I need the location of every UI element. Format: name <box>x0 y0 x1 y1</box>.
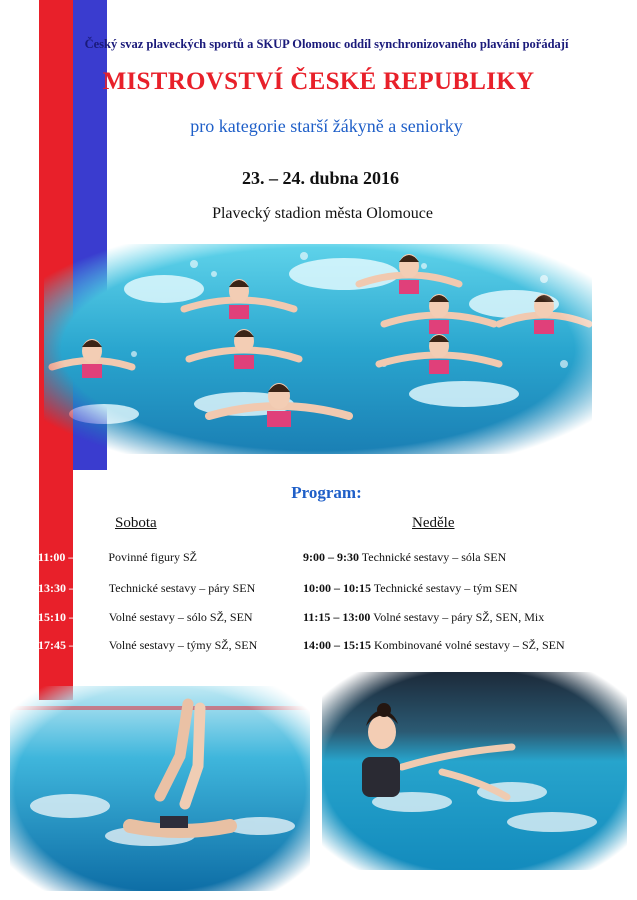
schedule-event: Volné sestavy – sólo SŽ, SEN <box>108 610 253 624</box>
schedule-row <box>38 638 257 653</box>
schedule-time: 15:10 – 17:00 <box>38 610 106 624</box>
team-swimmers-photo <box>44 244 592 454</box>
schedule-row <box>38 610 253 625</box>
schedule-time: 17:45 – 18:45 <box>38 638 106 652</box>
schedule-row <box>303 610 544 625</box>
event-dates: 23. – 24. dubna 2016 <box>241 168 400 188</box>
solo-swimmer-photo <box>322 672 627 870</box>
subtitle: pro kategorie starší žákyně a seniorky <box>190 116 463 136</box>
schedule-event: Technické sestavy – sóla SEN <box>361 550 507 564</box>
schedule-row <box>38 550 197 565</box>
schedule-event: Povinné figury SŽ <box>108 550 198 564</box>
schedule-row <box>303 550 506 565</box>
schedule-time: 11:15 – 13:00 <box>303 610 371 624</box>
schedule-time: 13:30 – 14:00 <box>38 581 106 595</box>
schedule-event: Technické sestavy – páry SEN <box>108 581 256 595</box>
schedule-event: Technické sestavy – tým SEN <box>373 581 518 595</box>
saturday-heading: Sobota <box>115 515 157 531</box>
schedule-time: 10:00 – 10:15 <box>303 581 371 595</box>
organizer-line: Český svaz plaveckých sportů a SKUP Olomouc oddíl synchronizovaného plavání pořádají <box>84 37 569 51</box>
event-venue: Plavecký stadion města Olomouce <box>212 205 433 222</box>
schedule-event: Kombinované volné sestavy – SŽ, SEN <box>374 638 565 652</box>
schedule-time: 9:00 – 9:30 <box>303 550 359 564</box>
schedule-event: Volné sestavy – páry SŽ, SEN, Mix <box>373 610 545 624</box>
schedule-event: Volné sestavy – týmy SŽ, SEN <box>108 638 258 652</box>
page-title: MISTROVSTVÍ ČESKÉ REPUBLIKY <box>102 68 535 95</box>
schedule-row <box>303 581 518 596</box>
schedule-time: 14:00 – 15:15 <box>303 638 371 652</box>
sunday-heading: Neděle <box>412 515 455 531</box>
schedule-row <box>303 638 565 653</box>
swimmer-legs-photo <box>10 686 310 891</box>
schedule-row <box>38 581 255 596</box>
schedule-time: 11:00 – 12:45 <box>38 550 106 564</box>
program-heading: Program: <box>291 483 362 502</box>
